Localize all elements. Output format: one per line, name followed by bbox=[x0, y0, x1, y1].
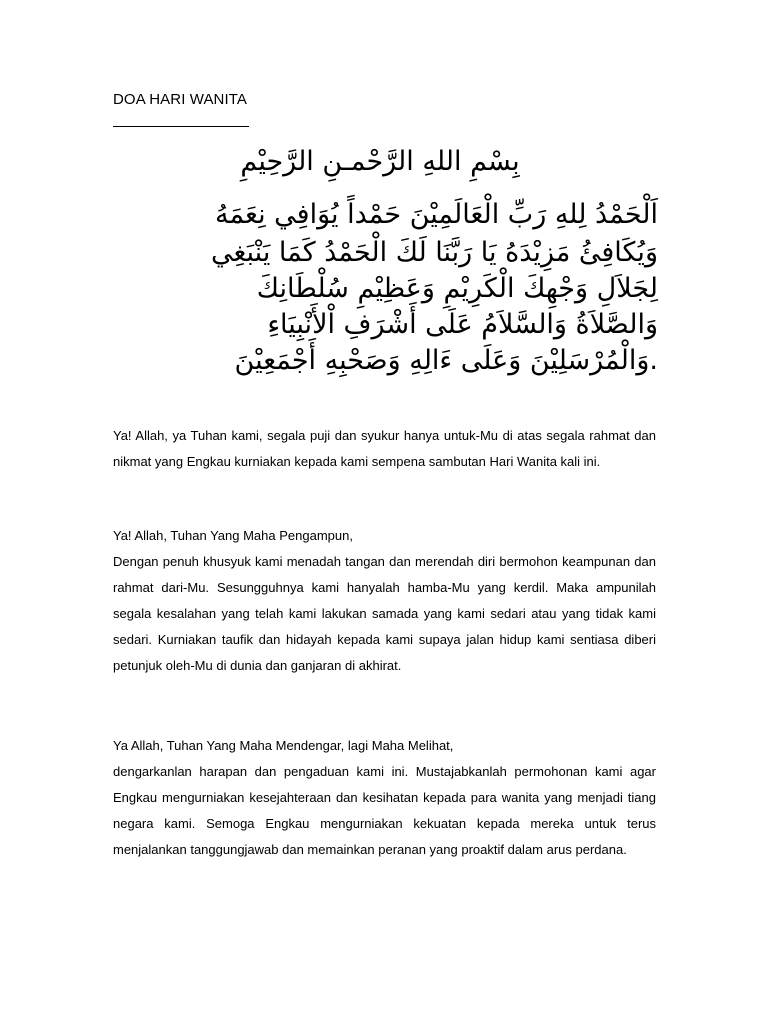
paragraph-heading: Ya Allah, Tuhan Yang Maha Mendengar, lagi Maha Melihat, bbox=[113, 738, 454, 753]
paragraph-text: dengarkanlan harapan dan pengaduan kami ini. Mustajabkanlah permohonan kami agar Engkau mengurniakan kesejahteraan dan kesihatan kepada para wanita yang menjadi tiang negara kami. Semoga Engkau mengurniakan kekuatan kepada mereka untuk terus menjalankan tanggungjawab dan memainkan peranan yang proaktif dalam arus perdana. bbox=[113, 764, 656, 857]
arabic-line-4: وَالصَّلاَةُ وَالسَّلاَمُ عَلَى أَشْرَفِ اْلأَنْبِيَاءِ bbox=[267, 309, 658, 340]
basmalah: بِسْمِ اللهِ الرَّحْمـنِ الرَّحِيْمِ bbox=[240, 146, 520, 177]
paragraph-heading: Ya! Allah, Tuhan Yang Maha Pengampun, bbox=[113, 528, 353, 543]
arabic-line-1: اَلْحَمْدُ لِلهِ رَبِّ الْعَالَمِيْنَ حَمْداً يُوَافِي نِعَمَهُ bbox=[214, 199, 658, 230]
title-underline bbox=[113, 126, 249, 127]
document-title: DOA HARI WANITA bbox=[113, 91, 248, 108]
paragraph-group-3 bbox=[113, 733, 656, 863]
paragraph-1 bbox=[113, 423, 656, 475]
arabic-line-3: لِجَلاَلِ وَجْهِكَ الْكَرِيْمِ وَعَظِيْمِ سُلْطَانِكَ bbox=[256, 273, 658, 304]
arabic-line-5: .وَالْمُرْسَلِيْنَ وَعَلَى ءَالِهِ وَصَحْبِهِ أَجْمَعِيْنَ bbox=[234, 345, 658, 376]
paragraph-group-2 bbox=[113, 523, 656, 679]
paragraph-text: Dengan penuh khusyuk kami menadah tangan dan merendah diri bermohon keampunan dan rahmat dari-Mu. Sesungguhnya kami hanyalah hamba-Mu yang kerdil. Maka ampunilah segala kesalahan yang telah kami lakukan samada yang kami sedari atau yang tidak kami sedari. Kurniakan taufik dan hidayah kepada kami supaya jalan hidup kami sentiasa diberi petunjuk oleh-Mu di dunia dan ganjaran di akhirat. bbox=[113, 554, 656, 673]
arabic-line-2: وَيُكَافِئُ مَزِيْدَهُ يَا رَبَّنَا لَكَ الْحَمْدُ كَمَا يَنْبَغِي bbox=[211, 237, 658, 268]
paragraph-text: Ya! Allah, ya Tuhan kami, segala puji dan syukur hanya untuk-Mu di atas segala rahmat dan nikmat yang Engkau kurniakan kepada kami sempena sambutan Hari Wanita kali ini. bbox=[113, 428, 656, 469]
